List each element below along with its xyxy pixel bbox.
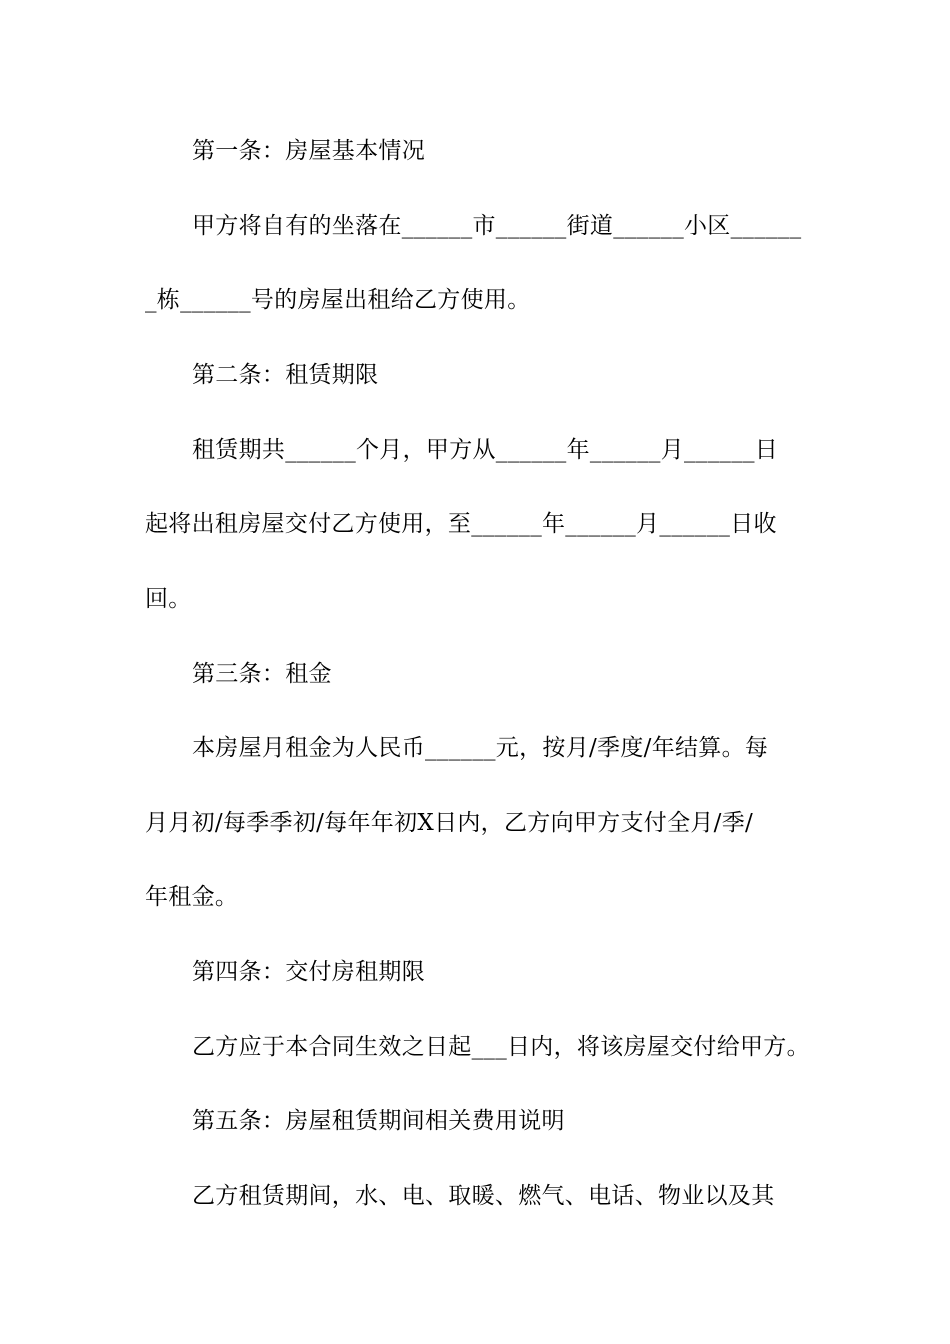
article-1-heading: 第一条：房屋基本情况 <box>192 138 425 164</box>
paragraph-line: 乙方应于本合同生效之日起___日内，将该房屋交付给甲方。 <box>192 1034 810 1060</box>
paragraph-line: 租赁期共______个月，甲方从______年______月______日 <box>192 437 779 463</box>
article-3-heading: 第三条：租金 <box>192 661 332 687</box>
paragraph-line: 年租金。 <box>145 884 239 910</box>
paragraph-line: 月月初/每季季初/每年年初X日内，乙方向甲方支付全月/季/ <box>145 810 754 836</box>
article-4-heading: 第四条：交付房租期限 <box>192 959 425 985</box>
paragraph-line: _栋______号的房屋出租给乙方使用。 <box>145 287 531 313</box>
article-2-heading: 第二条：租赁期限 <box>192 362 379 388</box>
paragraph-line: 乙方租赁期间，水、电、取暖、燃气、电话、物业以及其 <box>192 1183 775 1209</box>
article-5-heading: 第五条：房屋租赁期间相关费用说明 <box>192 1108 565 1134</box>
paragraph-line: 起将出租房屋交付乙方使用，至______年______月______日收 <box>145 511 777 537</box>
paragraph-line: 本房屋月租金为人民币______元，按月/季度/年结算。每 <box>192 735 769 761</box>
paragraph-line: 回。 <box>145 586 192 612</box>
paragraph-line: 甲方将自有的坐落在______市______街道______小区______ <box>192 213 802 239</box>
